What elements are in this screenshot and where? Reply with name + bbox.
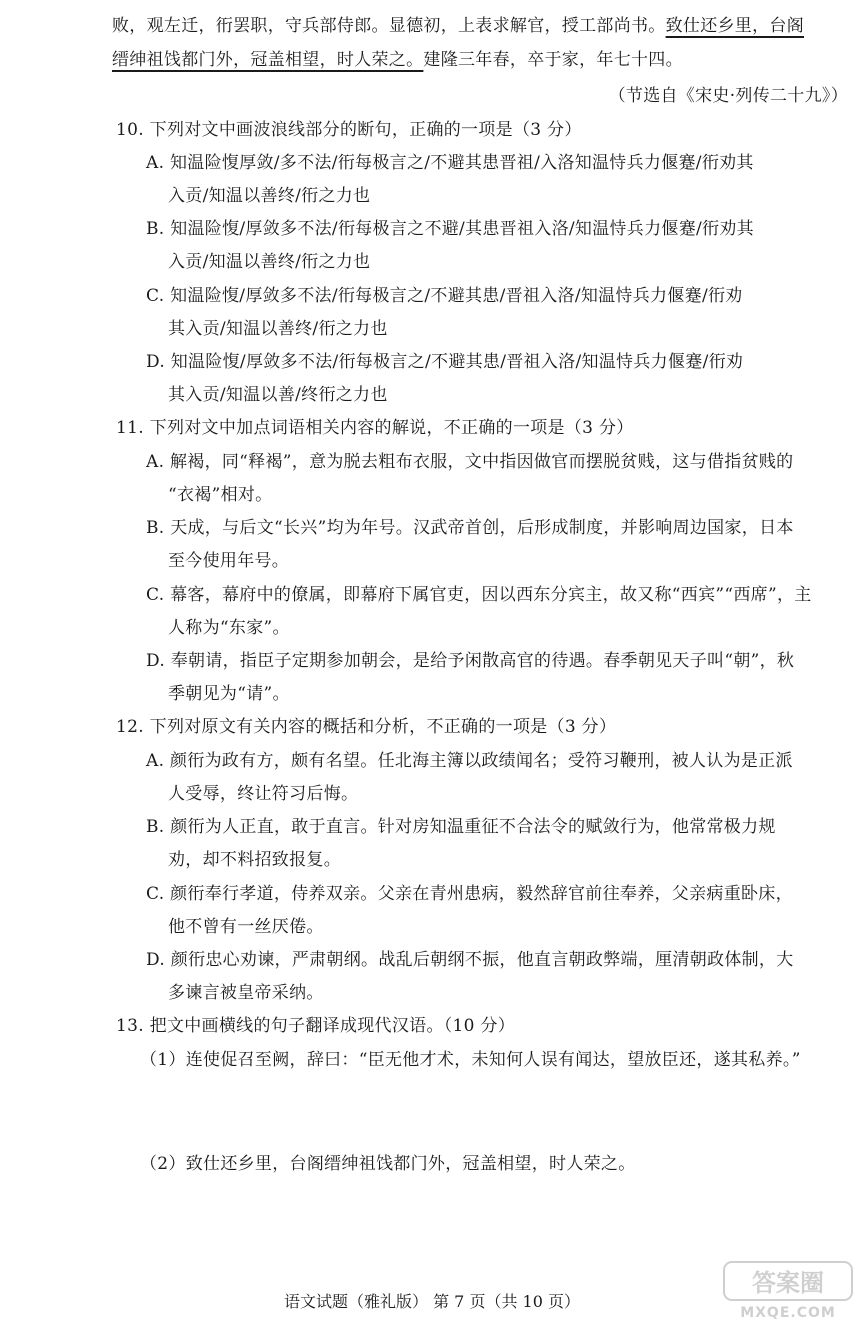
underlined-sentence-part-2: 缙绅祖饯都门外，冠盖相望，时人荣之。 xyxy=(112,50,424,70)
question-10-stem: 10. 下列对文中画波浪线部分的断句，正确的一项是（3 分） xyxy=(116,120,582,140)
question-10-option-d-line-1: D. 知温险愎/厚敛多不法/衎每极言之/不避其患/晋祖入洛/知温恃兵力偃蹇/衎劝 xyxy=(146,352,744,372)
question-10-option-a-line-2: 入贡/知温以善终/衎之力也 xyxy=(168,186,371,206)
question-10-option-d-line-2: 其入贡/知温以善/终衎之力也 xyxy=(168,385,388,405)
question-12-stem: 12. 下列对原文有关内容的概括和分析，不正确的一项是（3 分） xyxy=(116,717,617,737)
question-12-option-b-line-2: 劝，却不料招致报复。 xyxy=(168,850,341,870)
question-10-option-c-line-2: 其入贡/知温以善终/衎之力也 xyxy=(168,319,388,339)
question-11-option-a-line-1: A. 解褐，同“释褐”，意为脱去粗布衣服，文中指因做官而摆脱贫贱，这与借指贫贱的 xyxy=(146,452,794,472)
question-13-stem: 13. 把文中画横线的句子翻译成现代汉语。（10 分） xyxy=(116,1016,516,1036)
question-12-option-b-line-1: B. 颜衎为人正直，敢于直言。针对房知温重征不合法令的赋敛行为，他常常极力规 xyxy=(146,817,776,837)
page-footer: 语文试题（雅礼版） 第 7 页（共 10 页） xyxy=(284,1292,580,1311)
passage-source: （节选自《宋史·列传二十九》） xyxy=(608,86,848,106)
question-10-option-a-line-1: A. 知温险愎厚敛/多不法/衎每极言之/不避其患晋祖/入洛知温恃兵力偃蹇/衎劝其 xyxy=(146,153,754,173)
question-10-option-b-line-2: 入贡/知温以善终/衎之力也 xyxy=(168,252,371,272)
watermark-logo xyxy=(722,1260,854,1322)
question-12-option-c-line-1: C. 颜衎奉行孝道，侍养双亲。父亲在青州患病，毅然辞官前往奉养，父亲病重卧床， xyxy=(146,884,793,904)
question-12-option-a-line-1: A. 颜衎为政有方，颇有名望。任北海主簿以政绩闻名；受符习鞭刑，被人认为是正派 xyxy=(146,751,793,771)
question-12-option-c-line-2: 他不曾有一丝厌倦。 xyxy=(168,917,324,937)
passage-line-2-text: 建隆三年春，卒于家，年七十四。 xyxy=(423,50,683,70)
question-11-stem: 11. 下列对文中加点词语相关内容的解说，不正确的一项是（3 分） xyxy=(116,418,634,438)
svg-text:答案圈: 答案圈 xyxy=(752,1269,824,1297)
question-11-option-c-line-2: 人称为“东家”。 xyxy=(168,618,290,638)
question-11-option-b-line-2: 至今使用年号。 xyxy=(168,551,290,571)
question-13-sentence-2: （2）致仕还乡里，台阁缙绅祖饯都门外，冠盖相望，时人荣之。 xyxy=(140,1154,636,1174)
question-10-option-c-line-1: C. 知温险愎/厚敛多不法/衎每极言之/不避其患/晋祖入洛/知温恃兵力偃蹇/衎劝 xyxy=(146,286,743,306)
question-11-option-b-line-1: B. 天成，与后文“长兴”均为年号。汉武帝首创，后形成制度，并影响周边国家，日本 xyxy=(146,518,794,538)
question-12-option-a-line-2: 人受辱，终让符习后悔。 xyxy=(168,784,359,804)
passage-line-1-text: 败，观左迁，衎罢职，守兵部侍郎。显德初，上表求解官，授工部尚书。 xyxy=(112,16,666,36)
passage-line-2 xyxy=(112,48,683,72)
question-13-sentence-1: （1）连使促召至阙，辞曰：“臣无他才术，未知何人误有闻达，望放臣还，遂其私养。” xyxy=(140,1050,801,1070)
svg-text:MXQE.COM: MXQE.COM xyxy=(740,1305,836,1321)
question-12-option-d-line-2: 多谏言被皇帝采纳。 xyxy=(168,983,324,1003)
question-12-option-d-line-1: D. 颜衎忠心劝谏，严肃朝纲。战乱后朝纲不振，他直言朝政弊端，厘清朝政体制，大 xyxy=(146,950,794,970)
question-11-option-d-line-1: D. 奉朝请，指臣子定期参加朝会，是给予闲散高官的待遇。春季朝见天子叫“朝”，秋 xyxy=(146,651,795,671)
question-11-option-c-line-1: C. 幕客，幕府中的僚属，即幕府下属官吏，因以西东分宾主，故又称“西宾”“西席”，主 xyxy=(146,585,812,605)
question-11-option-d-line-2: 季朝见为“请”。 xyxy=(168,684,290,704)
question-10-option-b-line-1: B. 知温险愎/厚敛多不法/衎每极言之不避/其患晋祖入洛/知温恃兵力偃蹇/衎劝其 xyxy=(146,219,754,239)
question-11-option-a-line-2: “衣褐”相对。 xyxy=(168,485,273,505)
passage-line-1 xyxy=(112,14,804,38)
underlined-sentence-part-1: 致仕还乡里，台阁 xyxy=(665,16,805,36)
